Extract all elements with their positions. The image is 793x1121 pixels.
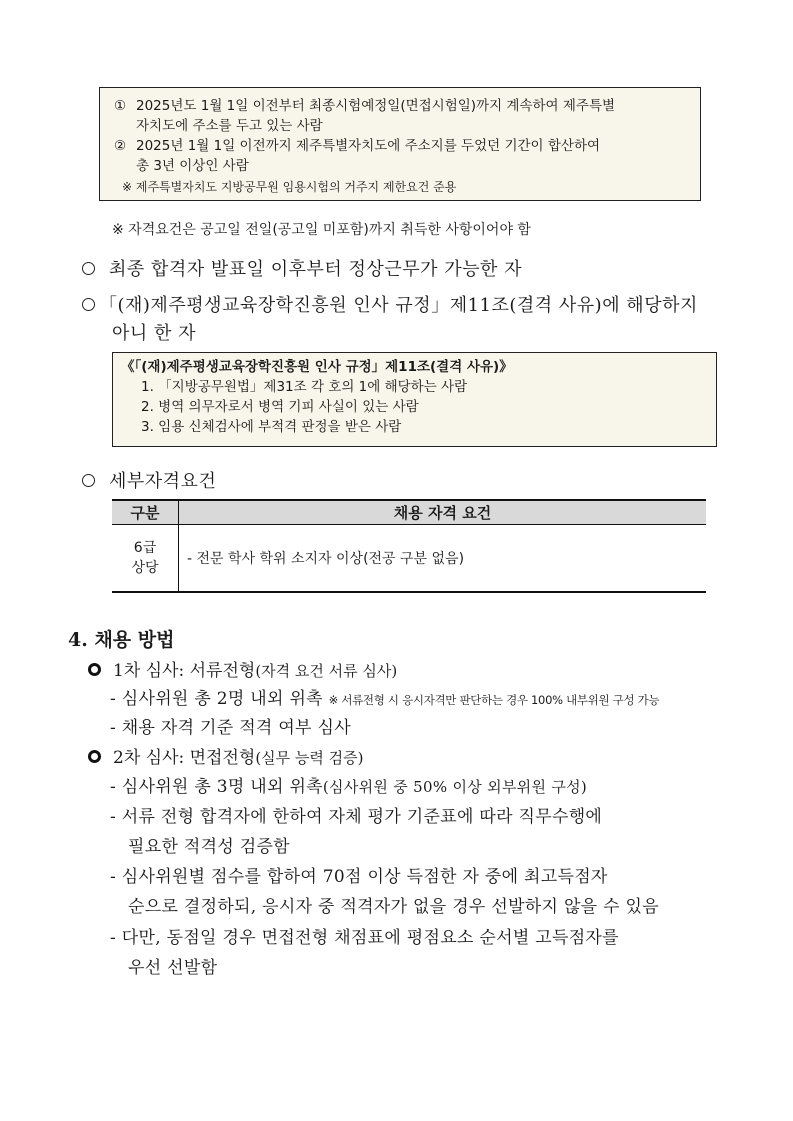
item-text: 2025년 1월 1일 이전까지 제주특별자치도에 주소지를 두었던 기간이 합산하여 [136, 138, 601, 154]
item-disqualification [82, 291, 698, 317]
residence-requirement-box [99, 87, 701, 201]
requirements-table [112, 499, 706, 593]
stage2-detail-3: - 심사위원별 점수를 합하여 70점 이상 득점한 자 중에 최고득점자 [110, 867, 608, 887]
stage2-detail-4-cont: 우선 선발함 [128, 958, 218, 978]
stage2-detail-3-cont: 순으로 결정하되, 응시자 중 적격자가 없을 경우 선발하지 않을 수 있음 [128, 897, 659, 917]
hollow-circle-bullet-icon [82, 262, 95, 275]
item-detail-requirements [82, 467, 216, 493]
detail-note: (심사위원 중 50% 이상 외부위원 구성) [322, 778, 588, 796]
disqualification-box [112, 352, 717, 447]
stage-title: 2차 심사: 면접전형 [113, 748, 256, 768]
item-work-availability [82, 255, 522, 281]
list-item: 3. 임용 신체검사에 부적격 판정을 받은 사람 [141, 419, 402, 435]
stage2-detail-2: - 서류 전형 합격자에 한하여 자체 평가 기준표에 따라 직무수행에 [110, 807, 603, 827]
hollow-circle-bullet-icon [82, 474, 95, 487]
residence-note: ※ 제주특별자치도 지방공무원 임용시험의 거주지 제한요건 준용 [122, 180, 457, 194]
bold-circle-bullet-icon [88, 750, 101, 763]
list-item: 1. 「지방공무원법」제31조 각 호의 1에 해당하는 사람 [141, 379, 468, 395]
cell-text: 상당 [131, 560, 159, 576]
item-number: ① [114, 98, 127, 114]
hollow-circle-bullet-icon [82, 298, 95, 311]
item-text: 최종 합격자 발표일 이후부터 정상근무가 가능한 자 [109, 259, 522, 280]
item-number: ② [114, 138, 127, 154]
stage2-detail-1 [110, 772, 587, 797]
item-text: 총 3년 이상인 사람 [136, 158, 249, 174]
column-header: 구분 [112, 500, 179, 525]
stage1-heading [88, 656, 397, 681]
detail-note: ※ 서류전형 시 응시자격만 판단하는 경우 100% 내부위원 구성 가능 [328, 693, 660, 707]
stage1-detail-2: - 채용 자격 기준 적격 여부 심사 [110, 718, 351, 738]
detail-text: - 심사위원 총 2명 내외 위촉 [110, 689, 323, 709]
item-text: 아니 한 자 [112, 323, 196, 344]
stage-subtitle: (실무 능력 검증) [255, 749, 364, 767]
item-text: 2025년도 1월 1일 이전부터 최종시험예정일(면접시험일)까지 계속하여 제주특별 [136, 98, 616, 114]
item-text: 「(재)제주평생교육장학진흥원 인사 규정」제11조(결격 사유)에 해당하지 [99, 295, 698, 316]
residence-item-2 [114, 136, 686, 176]
bold-circle-bullet-icon [88, 663, 101, 676]
list-item: 2. 병역 의무자로서 병역 기피 사실이 있는 사람 [141, 399, 419, 415]
requirement-cell: - 전문 학사 학위 소지자 이상(전공 구분 없음) [179, 525, 707, 593]
residence-item-1 [114, 96, 686, 136]
table-row [112, 525, 706, 593]
qualification-note: ※ 자격요건은 공고일 전일(공고일 미포함)까지 취득한 사항이어야 함 [112, 222, 531, 238]
column-header: 채용 자격 요건 [179, 500, 707, 525]
grade-cell [112, 525, 179, 593]
detail-text: - 심사위원 총 3명 내외 위촉 [110, 777, 323, 797]
stage-title: 1차 심사: 서류전형 [113, 661, 256, 681]
cell-text: 6급 [133, 540, 157, 556]
stage2-detail-4: - 다만, 동점일 경우 면접전형 채점표에 평점요소 순서별 고득점자를 [110, 928, 619, 948]
stage2-heading [88, 743, 364, 768]
section-title: 4. 채용 방법 [68, 629, 175, 651]
item-text: 세부자격요건 [109, 471, 217, 492]
stage1-detail-1 [110, 684, 659, 709]
table-header-row [112, 500, 706, 525]
stage2-detail-2-cont: 필요한 적격성 검증함 [128, 837, 290, 857]
stage-subtitle: (자격 요건 서류 심사) [255, 662, 398, 680]
box-title: 《「(재)제주평생교육장학진흥원 인사 규정」제11조(결격 사유)》 [121, 359, 513, 375]
item-text: 자치도에 주소를 두고 있는 사람 [136, 118, 323, 134]
